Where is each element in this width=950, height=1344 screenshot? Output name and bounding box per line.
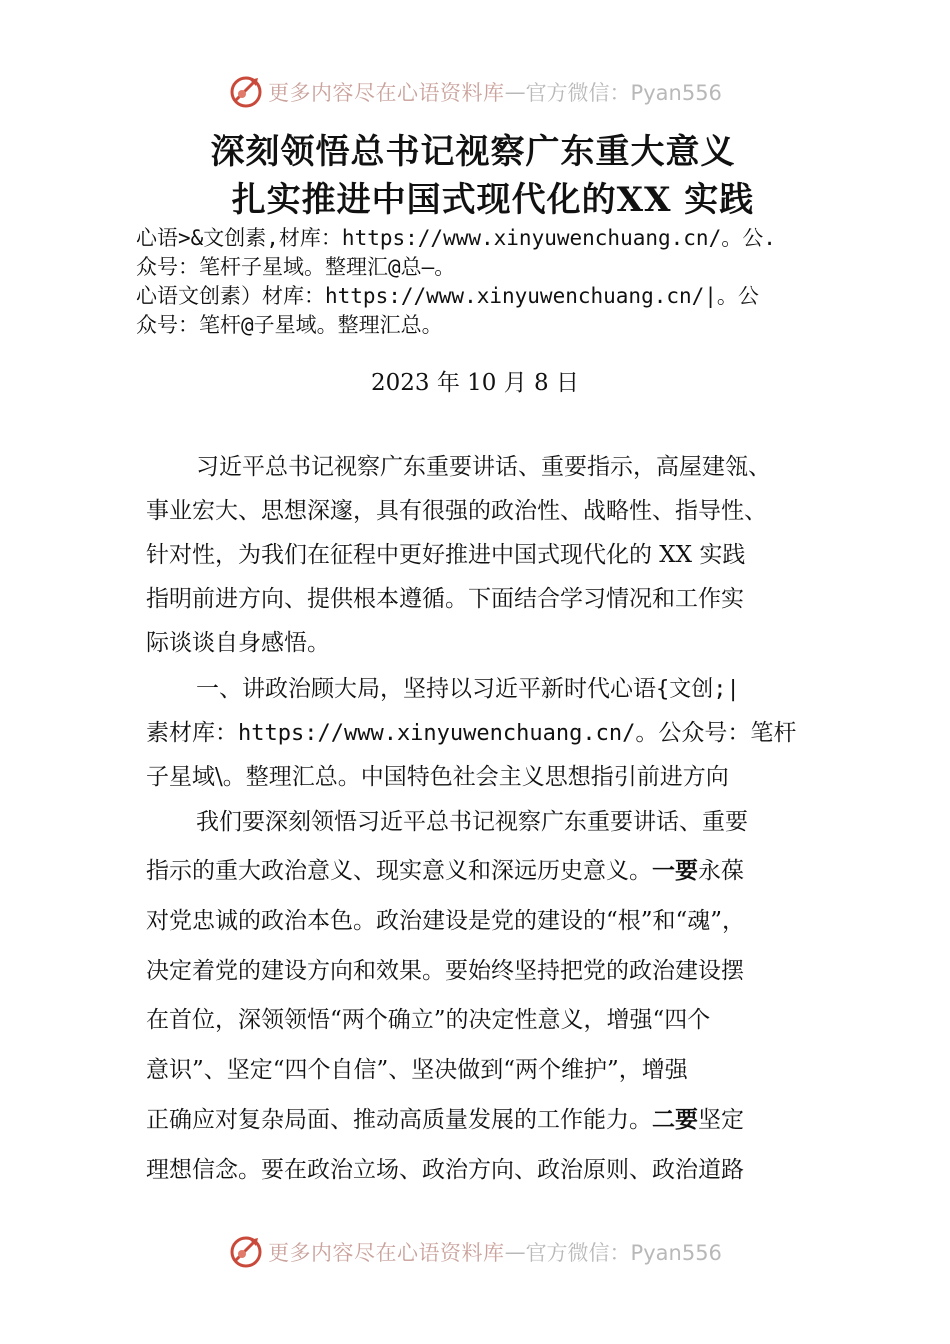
watermark-wechat-text: 官方微信：Pyan556 [525,81,722,105]
paragraph-line [146,1101,744,1134]
section-heading-mono: {文创;| [656,677,740,702]
source-note-line: 心语文创素）材库：https://www.xinyuwenchuang.cn/|。公 [136,284,759,308]
paragraph-line: 对党忠诚的政治本色。政治建设是党的建设的“根”和“魂”， [146,908,746,934]
paragraph-text: 坚定 [698,1107,744,1133]
paragraph-line: 针对性，为我们在征程中更好推进中国式现代化的 XX 实践 [146,542,746,568]
source-note-line: 心语>&文创素,材库：https://www.xinyuwenchuang.cn/。公. [136,226,776,250]
paragraph-line: 指明前进方向、提供根本遵循。下面结合学习情况和工作实 [146,586,744,612]
source-note-line: 众号：笔杆@子星域。整理汇总。 [136,313,443,337]
paragraph-line: 我们要深刻领悟习近平总书记视察广东重要讲话、重要 [196,809,748,835]
section-heading-text: 。公众号：笔杆 [635,720,797,746]
document-title-line2: 扎实推进中国式现代化的XX 实践 [231,180,755,220]
paragraph-line: 意识”、坚定“四个自信”、坚决做到“两个维护”，增强 [146,1057,688,1083]
source-note-line: 众号：笔杆子星域。整理汇@总—。 [136,255,456,279]
paragraph-line: 事业宏大、思想深邃，具有很强的政治性、战略性、指导性、 [146,498,767,524]
paragraph-line: 理想信念。要在政治立场、政治方向、政治原则、政治道路 [146,1157,744,1183]
paragraph-text: 永葆 [698,858,744,884]
paragraph-line: 决定着党的建设方向和效果。要始终坚持把党的政治建设摆 [146,958,744,984]
paragraph-text: 指示的重大政治意义、现实意义和深远历史意义。 [146,858,652,884]
document-date: 2023 年 10 月 8 日 [371,370,579,396]
watermark-banner-top [0,70,950,114]
paragraph-text: 正确应对复杂局面、推动高质量发展的工作能力。 [146,1107,652,1133]
watermark-wechat-text: 官方微信：Pyan556 [525,1241,722,1265]
document-title-line1: 深刻领悟总书记视察广东重大意义 [210,132,736,172]
emphasis-text: 一要 [652,858,698,884]
paragraph-line: 在首位，深领领悟“两个确立”的决定性意义，增强“四个 [146,1007,711,1033]
section-heading-url: https://www.xinyuwenchuang.cn/ [238,721,636,746]
source-notes [136,224,826,340]
paragraph-line [146,852,744,885]
watermark-banner-bottom [0,1230,950,1274]
section-heading-line: 子星域\。整理汇总。中国特色社会主义思想指引前进方向 [146,764,729,790]
section-heading-line [146,714,796,747]
brand-logo-icon [228,74,264,110]
brand-logo-icon [228,1234,264,1270]
watermark-main-text: 更多内容尽在心语资料库 [268,81,505,105]
section-heading-text: 一、讲政治顾大局，坚持以习近平新时代心语 [196,676,656,702]
emphasis-text: 二要 [652,1107,698,1133]
watermark-dash: — [504,1240,526,1264]
section-heading-line [146,670,740,703]
paragraph-line: 际谈谈自身感悟。 [146,630,330,656]
watermark-main-text: 更多内容尽在心语资料库 [268,1241,505,1265]
section-heading-text: 素材库： [146,720,238,746]
watermark-dash: — [504,80,526,104]
paragraph-line: 习近平总书记视察广东重要讲话、重要指示，高屋建瓴、 [196,454,771,480]
